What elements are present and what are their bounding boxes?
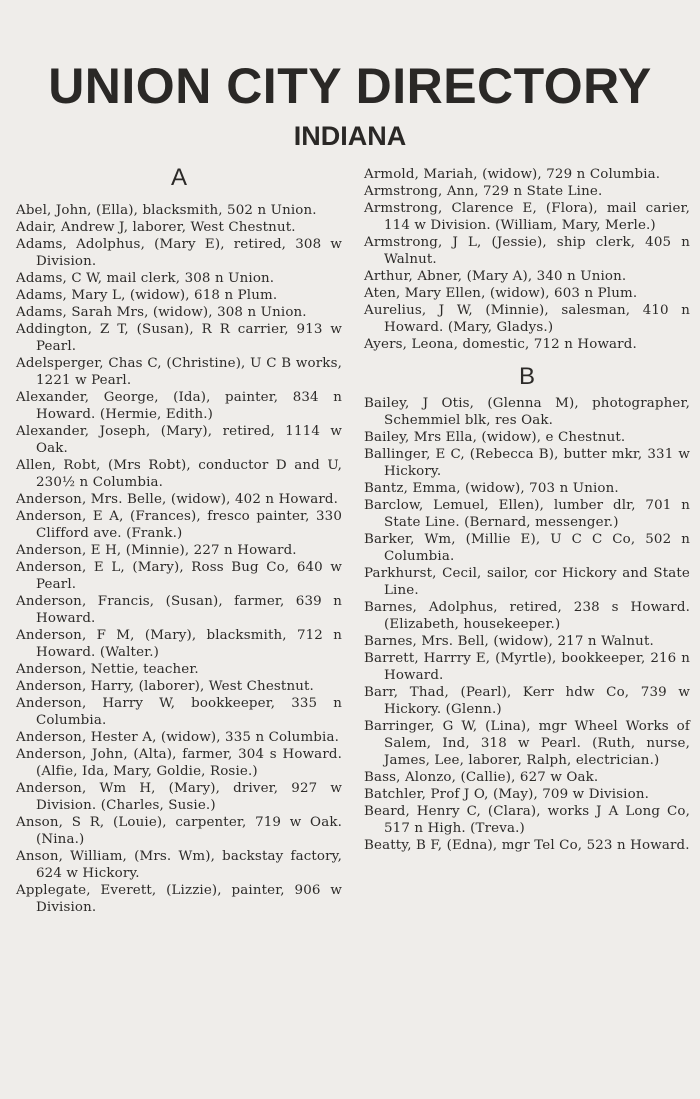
- directory-entry: Beatty, B F, (Edna), mgr Tel Co, 523 n Howard.: [364, 838, 690, 853]
- directory-entry: Anderson, Francis, (Susan), farmer, 639 n Howard.: [16, 594, 342, 626]
- directory-entry: Adams, Mary L, (widow), 618 n Plum.: [16, 288, 278, 303]
- section-letter-a: A: [170, 164, 187, 191]
- directory-entry: Bailey, J Otis, (Glenna M), photographer, Schemmiel blk, res Oak.: [364, 396, 690, 428]
- directory-entry: Armstrong, J L, (Jessie), ship clerk, 405 n Walnut.: [364, 235, 690, 267]
- directory-entry: Armold, Mariah, (widow), 729 n Columbia.: [364, 167, 661, 182]
- directory-entry: Armstrong, Ann, 729 n State Line.: [364, 184, 603, 199]
- directory-entry: Applegate, Everett, (Lizzie), painter, 906 w Division.: [16, 883, 342, 915]
- directory-entry: Parkhurst, Cecil, sailor, cor Hickory and State Line.: [364, 566, 690, 598]
- directory-entry: Adams, C W, mail clerk, 308 n Union.: [16, 271, 275, 286]
- directory-entry: Barr, Thad, (Pearl), Kerr hdw Co, 739 w Hickory. (Glenn.): [364, 685, 690, 717]
- directory-entry: Batchler, Prof J O, (May), 709 w Division.: [364, 787, 650, 802]
- directory-entry: Barnes, Adolphus, retired, 238 s Howard. (Elizabeth, housekeeper.): [364, 600, 690, 632]
- directory-entry: Anderson, Harry, (laborer), West Chestnut.: [16, 679, 314, 694]
- directory-entry: Anderson, Wm H, (Mary), driver, 927 w Division. (Charles, Susie.): [16, 781, 342, 813]
- directory-entry: Addington, Z T, (Susan), R R carrier, 913 w Pearl.: [16, 322, 342, 354]
- directory-entry: Alexander, Joseph, (Mary), retired, 1114 w Oak.: [16, 424, 342, 456]
- directory-entry: Anderson, E L, (Mary), Ross Bug Co, 640 w Pearl.: [16, 560, 342, 592]
- page-subtitle: INDIANA: [293, 121, 407, 151]
- directory-entry: Ayers, Leona, domestic, 712 n Howard.: [364, 337, 637, 352]
- directory-entry: Armstrong, Clarence E, (Flora), mail carier, 114 w Division. (William, Mary, Merle.): [364, 201, 690, 233]
- directory-entry: Bantz, Emma, (widow), 703 n Union.: [364, 481, 619, 496]
- directory-entry: Adelsperger, Chas C, (Christine), U C B works, 1221 w Pearl.: [16, 356, 342, 388]
- directory-entry: Beard, Henry C, (Clara), works J A Long Co, 517 n High. (Treva.): [364, 804, 690, 836]
- directory-entry: Anderson, Nettie, teacher.: [16, 662, 199, 677]
- directory-entry: Adair, Andrew J, laborer, West Chestnut.: [16, 220, 296, 235]
- directory-entry: Adams, Sarah Mrs, (widow), 308 n Union.: [16, 305, 307, 320]
- directory-entry: Aurelius, J W, (Minnie), salesman, 410 n Howard. (Mary, Gladys.): [364, 303, 690, 335]
- right-column: [364, 166, 690, 854]
- section-a-entries-continued: [364, 166, 690, 353]
- directory-entry: Anson, William, (Mrs. Wm), backstay factory, 624 w Hickory.: [16, 849, 342, 881]
- directory-entry: Anderson, Mrs. Belle, (widow), 402 n Howard.: [16, 492, 339, 507]
- directory-entry: Barker, Wm, (Millie E), U C C Co, 502 n Columbia.: [364, 532, 690, 564]
- directory-entry: Anson, S R, (Louie), carpenter, 719 w Oak. (Nina.): [16, 815, 342, 847]
- directory-entry: Arthur, Abner, (Mary A), 340 n Union.: [364, 269, 627, 284]
- directory-entry: Barnes, Mrs. Bell, (widow), 217 n Walnut.: [364, 634, 654, 649]
- directory-entry: Bass, Alonzo, (Callie), 627 w Oak.: [364, 770, 599, 785]
- directory-entry: Anderson, E A, (Frances), fresco painter, 330 Clifford ave. (Frank.): [16, 509, 342, 541]
- directory-entry: Barringer, G W, (Lina), mgr Wheel Works of Salem, Ind, 318 w Pearl. (Ruth, nurse, James, Lee, laborer, Ralph, electrician.): [364, 719, 690, 768]
- directory-entry: Alexander, George, (Ida), painter, 834 n Howard. (Hermie, Edith.): [16, 390, 342, 422]
- directory-entry: Aten, Mary Ellen, (widow), 603 n Plum.: [364, 286, 638, 301]
- directory-entry: Anderson, John, (Alta), farmer, 304 s Howard. (Alfie, Ida, Mary, Goldie, Rosie.): [16, 747, 342, 779]
- directory-entry: Anderson, F M, (Mary), blacksmith, 712 n Howard. (Walter.): [16, 628, 342, 660]
- directory-entry: Allen, Robt, (Mrs Robt), conductor D and U, 230½ n Columbia.: [16, 458, 342, 490]
- directory-entry: Anderson, Hester A, (widow), 335 n Columbia.: [16, 730, 339, 745]
- directory-entry: Anderson, E H, (Minnie), 227 n Howard.: [16, 543, 297, 558]
- directory-entry: Barrett, Harrry E, (Myrtle), bookkeeper, 216 n Howard.: [364, 651, 690, 683]
- directory-entry: Abel, John, (Ella), blacksmith, 502 n Union.: [16, 203, 317, 218]
- section-a-entries: [16, 202, 342, 916]
- directory-entry: Bailey, Mrs Ella, (widow), e Chestnut.: [364, 430, 626, 445]
- section-letter-b: B: [518, 363, 535, 390]
- left-column: [16, 160, 342, 916]
- section-b-entries: [364, 395, 690, 854]
- directory-entry: Barclow, Lemuel, Ellen), lumber dlr, 701 n State Line. (Bernard, messenger.): [364, 498, 690, 530]
- directory-entry: Anderson, Harry W, bookkeeper, 335 n Columbia.: [16, 696, 342, 728]
- directory-entry: Ballinger, E C, (Rebecca B), butter mkr, 331 w Hickory.: [364, 447, 690, 479]
- page-title: UNION CITY DIRECTORY: [48, 58, 652, 114]
- directory-entry: Adams, Adolphus, (Mary E), retired, 308 w Division.: [16, 237, 342, 269]
